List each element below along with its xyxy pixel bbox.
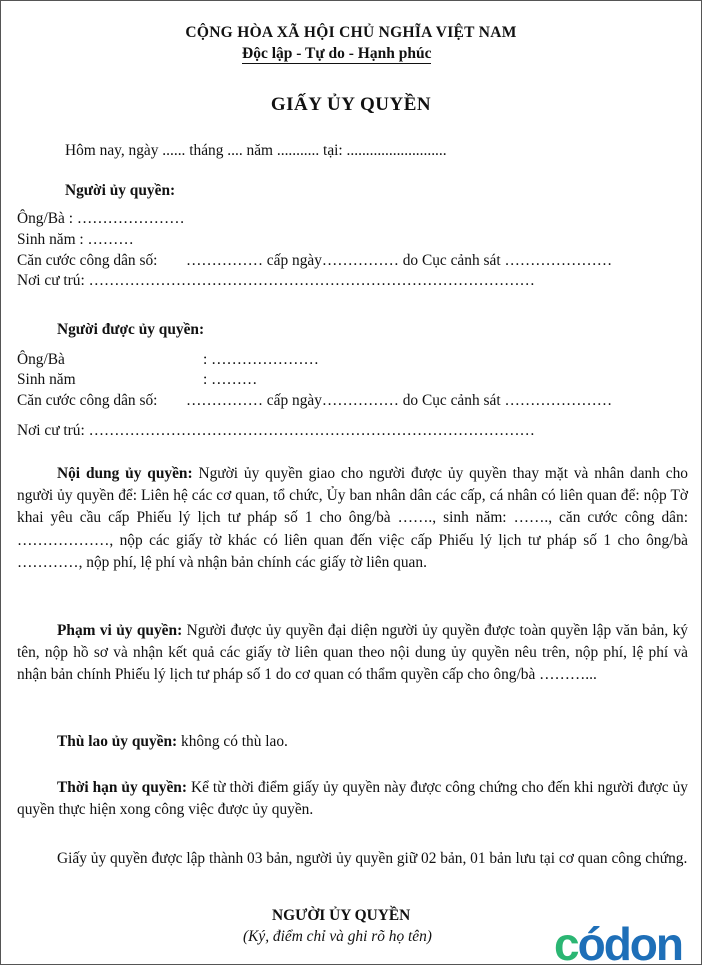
grantee-birth-label: Sinh năm bbox=[17, 371, 76, 388]
fee-label: Thù lao ủy quyền: bbox=[57, 733, 178, 750]
grantor-birth: Sinh năm : ……… bbox=[17, 231, 134, 248]
grantee-birth-value: : ……… bbox=[203, 371, 258, 388]
grantee-residence: Nơi cư trú: …………………………………………………………………………… bbox=[17, 422, 535, 439]
logo-letter-c: c bbox=[554, 920, 578, 964]
grantor-residence: Nơi cư trú: …………………………………………………………………………… bbox=[17, 272, 535, 289]
content-label: Nội dung ủy quyền: bbox=[57, 465, 193, 482]
copies-paragraph: Giấy ủy quyền được lập thành 03 bản, người ủy quyền giữ 02 bản, 01 bản lưu tại cơ quan công chứng. bbox=[57, 850, 688, 867]
codon-logo-watermark bbox=[554, 920, 700, 964]
scope-text: Người được ủy quyền đại diện người ủy quyền được toàn quyền lập văn bản, ký tên, nộp hồ sơ và nhận kết quả các giấy tờ liên quan theo nội dung ủy quyền nêu trên, nộp phí, lệ phí và nhận bản chính Phiếu lý lịch tư pháp số 1 do cơ quan có thẩm quyền cấp cho ông/bà ………... bbox=[17, 622, 688, 684]
national-motto: Độc lập - Tự do - Hạnh phúc bbox=[242, 45, 432, 62]
grantor-id-value: …………… cấp ngày…………… do Cục cảnh sát ………………… bbox=[186, 252, 613, 269]
grantee-id-label: Căn cước công dân số: bbox=[17, 392, 158, 409]
fee-text: không có thù lao. bbox=[177, 733, 288, 750]
grantee-name-value: : ………………… bbox=[203, 351, 319, 368]
signature-note: (Ký, điểm chỉ và ghi rõ họ tên) bbox=[243, 928, 432, 945]
svg-text:códon bbox=[554, 920, 682, 964]
content-text: Người ủy quyền giao cho người được ủy quyền thay mặt và nhân danh cho người ủy quyền để: Liên hệ các cơ quan, tổ chức, Ủy ban nhân dân các cấp, cá nhân có liên quan để: nộp Tờ khai yêu cầu cấp Phiếu lý lịch tư pháp số 1 cho ông/bà ……., sinh năm: ……., căn cước công dân: ………………, nộp các giấy tờ khác có liên quan đến việc cấp Phiếu lý lịch tư pháp số 1 cho ông/bà …………, nộp phí, lệ phí và nhận bản chính các giấy tờ liên quan. bbox=[17, 465, 688, 571]
fee-paragraph bbox=[17, 731, 688, 753]
intro-line: Hôm nay, ngày ...... tháng .... năm ........... tại: .......................... bbox=[65, 142, 447, 159]
grantee-name-label: Ông/Bà bbox=[17, 351, 65, 368]
logo-letters-rest: ódon bbox=[577, 920, 682, 964]
scope-paragraph bbox=[17, 620, 688, 687]
document-title: GIẤY ỦY QUYỀN bbox=[270, 94, 432, 115]
scope-label: Phạm vi ủy quyền: bbox=[57, 622, 183, 639]
grantee-id-value: …………… cấp ngày…………… do Cục cảnh sát ………………… bbox=[186, 392, 613, 409]
content-paragraph bbox=[17, 463, 688, 574]
signature-title: NGƯỜI ỦY QUYỀN bbox=[272, 907, 411, 924]
grantor-name: Ông/Bà : ………………… bbox=[17, 210, 185, 227]
grantee-heading: Người được ủy quyền: bbox=[57, 321, 205, 338]
grantor-heading: Người ủy quyền: bbox=[65, 182, 176, 199]
term-label: Thời hạn ủy quyền: bbox=[57, 779, 187, 796]
grantor-id-label: Căn cước công dân số: bbox=[17, 252, 158, 269]
nation-header: CỘNG HÒA XÃ HỘI CHỦ NGHĨA VIỆT NAM bbox=[185, 24, 517, 41]
term-paragraph bbox=[17, 777, 688, 821]
term-text: Kể từ thời điểm giấy ủy quyền này được công chứng cho đến khi người được ủy quyền thực hiện xong công việc được ủy quyền. bbox=[17, 779, 688, 819]
